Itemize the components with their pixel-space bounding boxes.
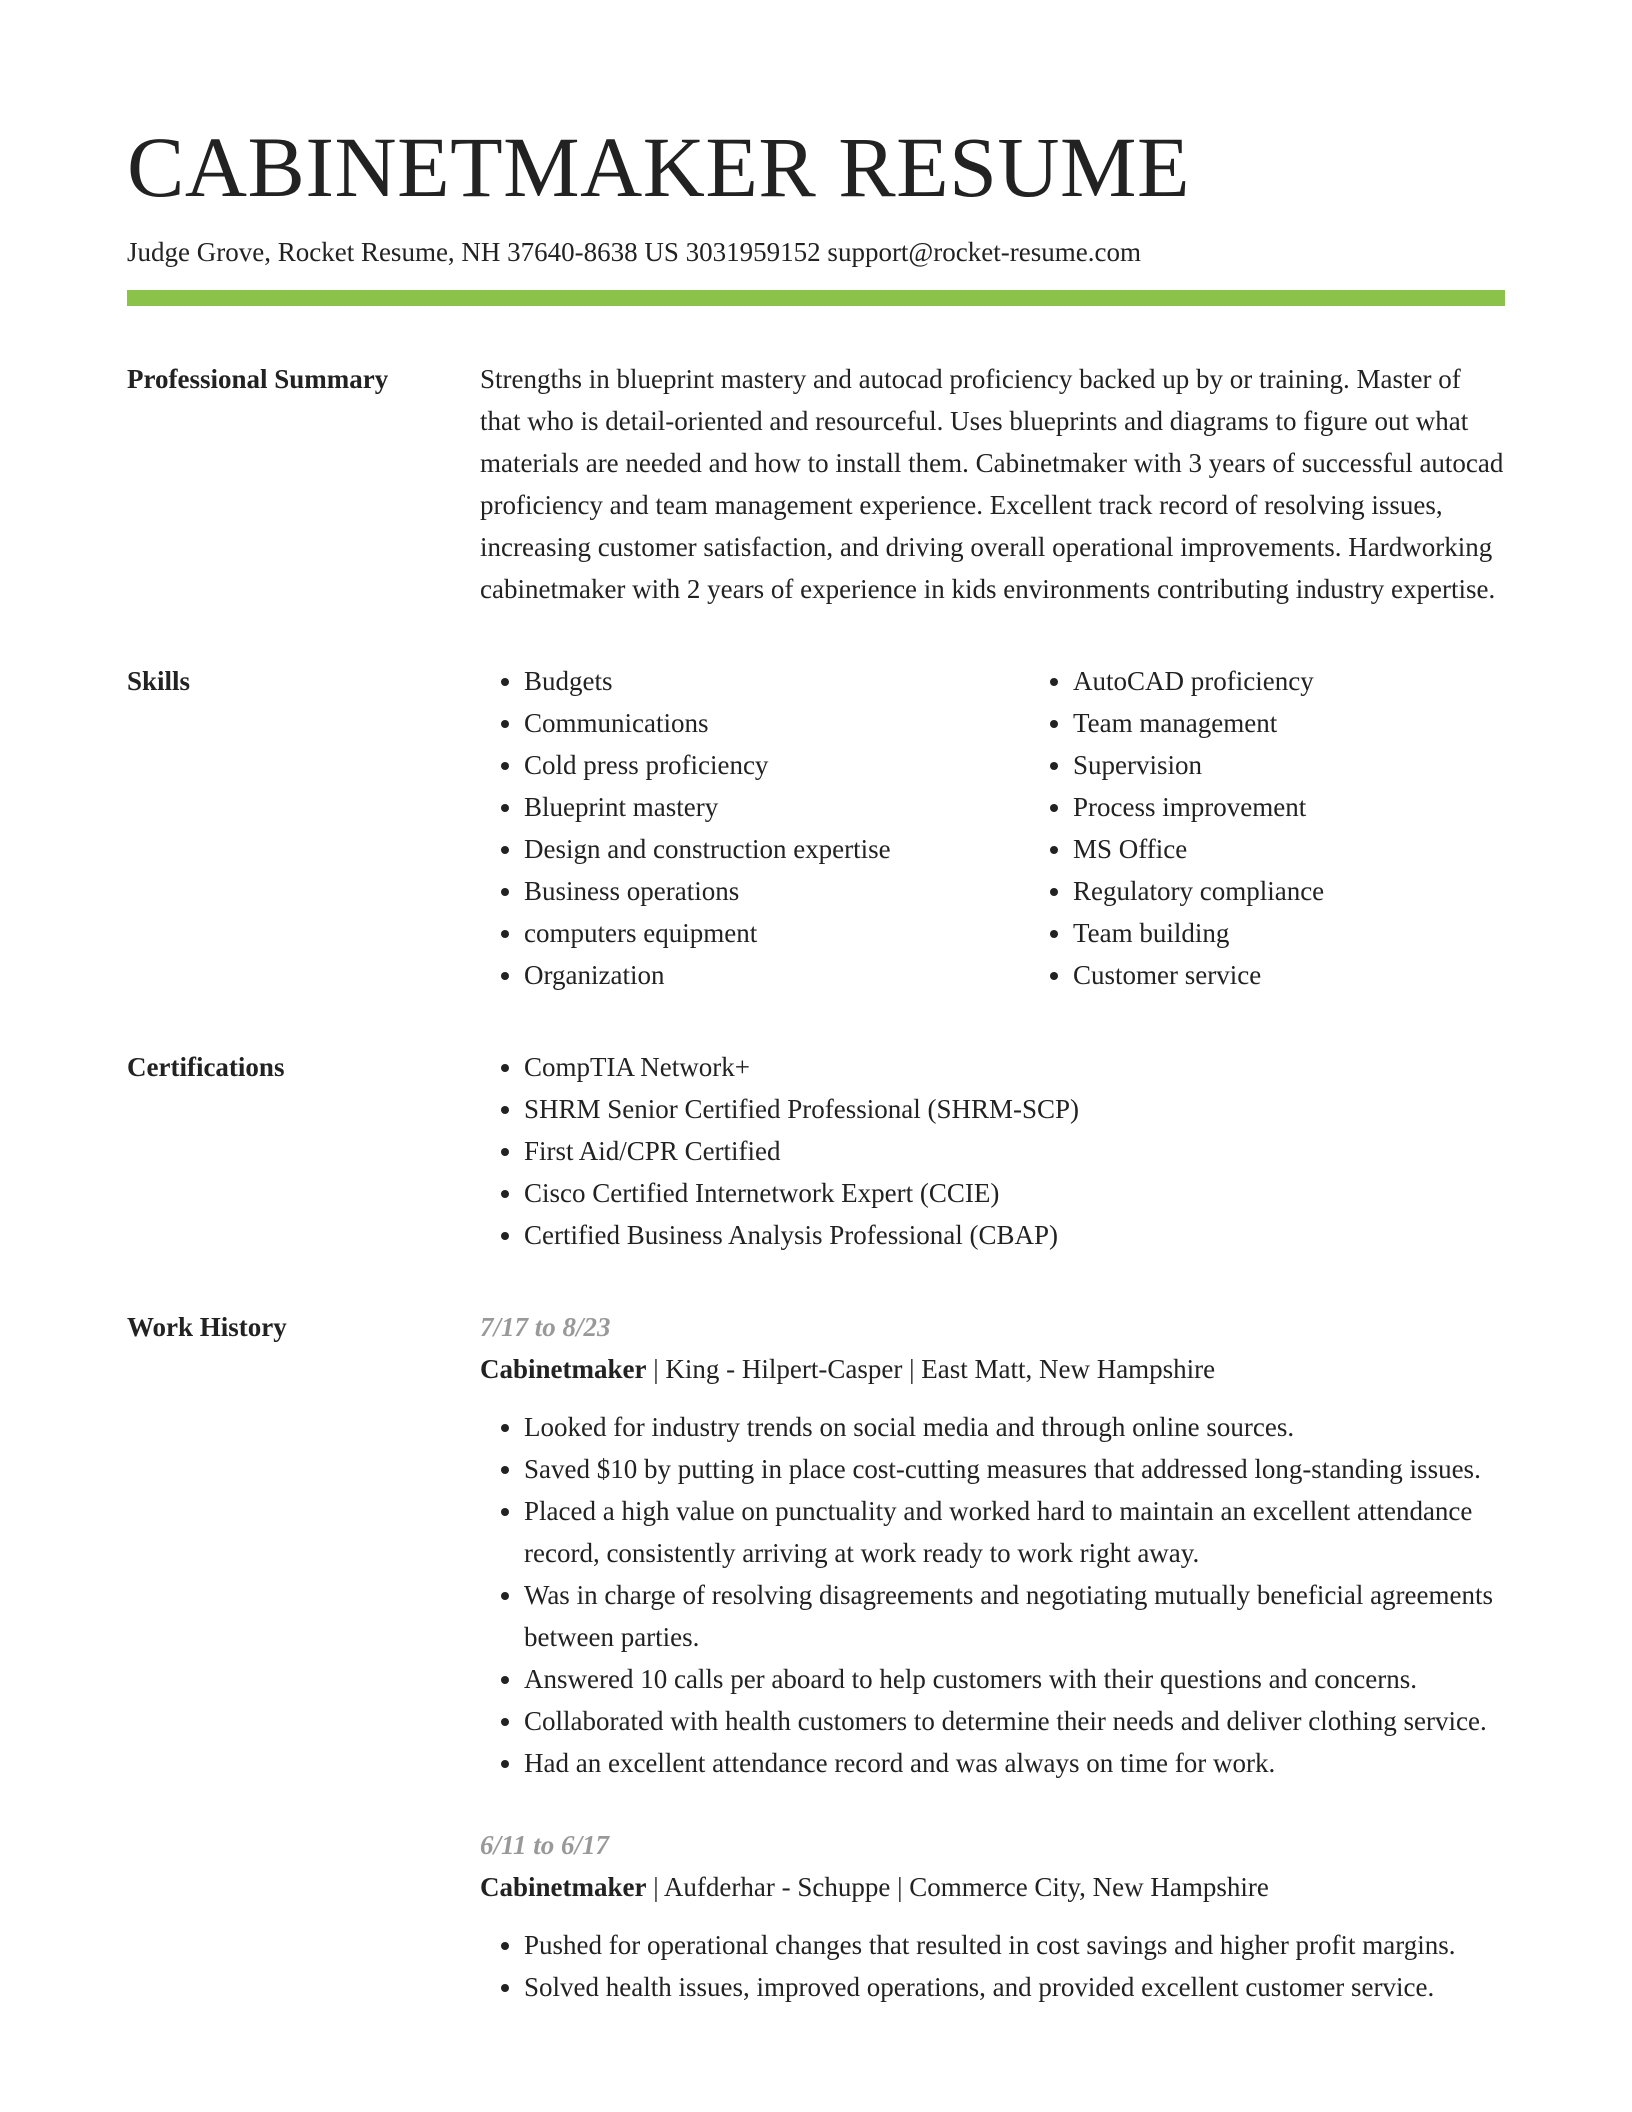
skill-item: • MS Office <box>1073 828 1578 870</box>
job-bullet: • Solved health issues, improved operations, and provided excellent customer service. <box>524 1966 1505 2008</box>
accent-divider <box>127 290 1505 306</box>
job-bullet: • Answered 10 calls per aboard to help customers with their questions and concerns. <box>524 1658 1505 1700</box>
job-bullet: • Placed a high value on punctuality and worked hard to maintain an excellent attendance record, consistently arriving at work ready to work right away. <box>524 1490 1505 1574</box>
certification-item: • Cisco Certified Internetwork Expert (CCIE) <box>524 1172 1505 1214</box>
skill-item: • Team management <box>1073 702 1578 744</box>
skill-item: • AutoCAD proficiency <box>1073 660 1578 702</box>
job-title: Cabinetmaker <box>480 1354 647 1384</box>
certification-item: • CompTIA Network+ <box>524 1046 1505 1088</box>
work-history-section <box>127 1306 1505 2008</box>
skill-item: • Organization <box>524 954 1029 996</box>
job-title: Cabinetmaker <box>480 1872 647 1902</box>
job-bullet: • Had an excellent attendance record and was always on time for work. <box>524 1742 1505 1784</box>
summary-text: Strengths in blueprint mastery and autocad proficiency backed up by or training. Master of that who is detail-oriented and resourceful. Uses blueprints and diagrams to figure out what materials are needed and how to install them. Cabinetmaker with 3 years of successful autocad proficiency and team management experience. Excellent track record of resolving issues, increasing customer satisfaction, and driving overall operational improvements. Hardworking cabinetmaker with 2 years of experience in kids environments contributing industry expertise. <box>480 364 1504 604</box>
skill-item: • Business operations <box>524 870 1029 912</box>
job-entry <box>480 1824 1505 2008</box>
skill-item: • Supervision <box>1073 744 1578 786</box>
job-dates: 6/11 to 6/17 <box>480 1830 610 1860</box>
job-bullets <box>480 1406 1505 1784</box>
job-heading <box>480 1348 1505 1390</box>
section-label-summary: Professional Summary <box>127 364 389 394</box>
certification-item: • First Aid/CPR Certified <box>524 1130 1505 1172</box>
skill-item: • Budgets <box>524 660 1029 702</box>
job-bullet: • Saved $10 by putting in place cost-cutting measures that addressed long-standing issues. <box>524 1448 1505 1490</box>
job-bullet: • Was in charge of resolving disagreements and negotiating mutually beneficial agreements between parties. <box>524 1574 1505 1658</box>
job-bullet: • Collaborated with health customers to determine their needs and deliver clothing service. <box>524 1700 1505 1742</box>
certifications-section <box>127 1046 1505 1256</box>
certification-item: • SHRM Senior Certified Professional (SHRM-SCP) <box>524 1088 1505 1130</box>
skill-item: • Team building <box>1073 912 1578 954</box>
job-dates: 7/17 to 8/23 <box>480 1312 611 1342</box>
section-label-certifications: Certifications <box>127 1052 285 1082</box>
skill-item: • Customer service <box>1073 954 1578 996</box>
contact-line: Judge Grove, Rocket Resume, NH 37640-8638 US 3031959152 support@rocket-resume.com <box>127 237 1141 267</box>
skill-item: • computers equipment <box>524 912 1029 954</box>
skills-list-right <box>1029 660 1578 996</box>
summary-section <box>127 358 1505 610</box>
skill-item: • Process improvement <box>1073 786 1578 828</box>
skill-item: • Cold press proficiency <box>524 744 1029 786</box>
certification-item: • Certified Business Analysis Professional (CBAP) <box>524 1214 1505 1256</box>
section-label-work-history: Work History <box>127 1312 287 1342</box>
section-label-skills: Skills <box>127 666 191 696</box>
skills-list-left <box>480 660 1029 996</box>
job-bullet: • Pushed for operational changes that resulted in cost savings and higher profit margins. <box>524 1924 1505 1966</box>
skill-item: • Regulatory compliance <box>1073 870 1578 912</box>
skill-item: • Communications <box>524 702 1029 744</box>
certifications-list <box>480 1046 1505 1256</box>
job-bullet: • Looked for industry trends on social media and through online sources. <box>524 1406 1505 1448</box>
skill-item: • Blueprint mastery <box>524 786 1029 828</box>
skill-item: • Design and construction expertise <box>524 828 1029 870</box>
job-entry <box>480 1306 1505 1784</box>
job-company-location: | King - Hilpert-Casper | East Matt, New Hampshire <box>646 1354 1216 1384</box>
resume-page <box>127 112 1505 2008</box>
job-bullets <box>480 1924 1505 2008</box>
skills-section <box>127 660 1505 996</box>
resume-title: CABINETMAKER RESUME <box>127 119 1191 215</box>
job-company-location: | Aufderhar - Schuppe | Commerce City, New Hampshire <box>646 1872 1269 1902</box>
job-heading <box>480 1866 1505 1908</box>
